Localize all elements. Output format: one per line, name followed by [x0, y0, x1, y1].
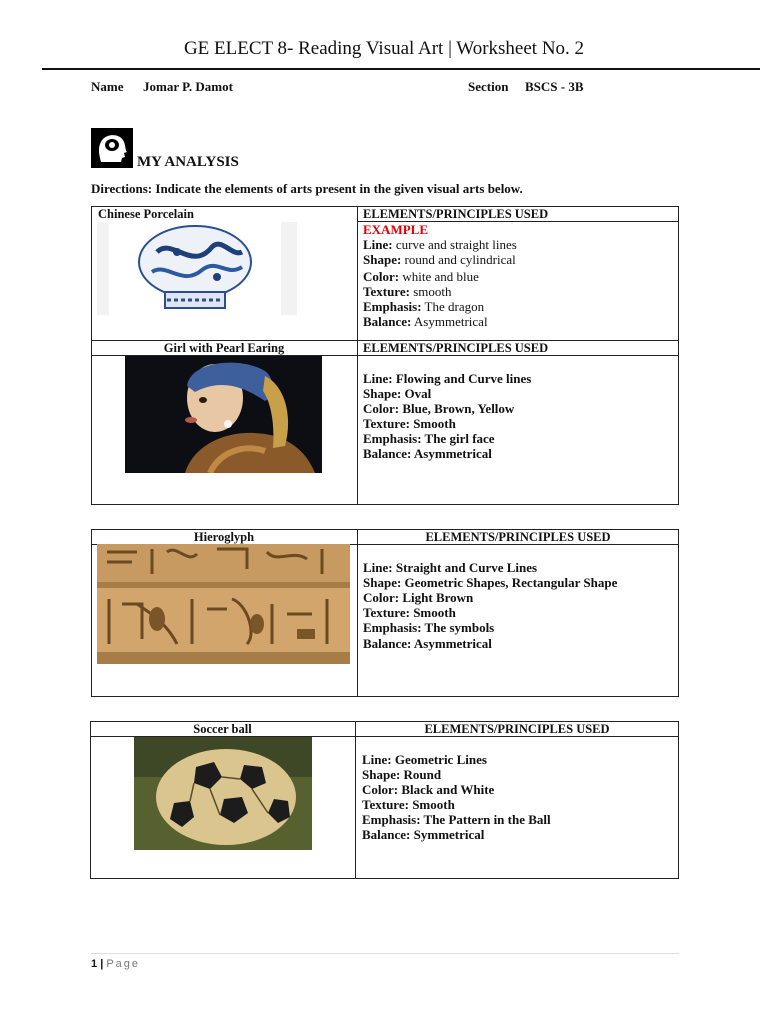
directions: Directions: Indicate the elements of arts present in the given visual arts below.: [91, 181, 523, 196]
element-line: Line: Geometric Lines: [362, 752, 487, 767]
page-number: 1: [91, 958, 98, 970]
elements-list-girl: [363, 371, 531, 461]
element-line: Line: Straight and Curve Lines: [363, 560, 538, 575]
table-divider: [355, 721, 356, 879]
section-label: Section: [468, 79, 509, 94]
element-color: Color: Black and White: [362, 782, 495, 797]
name-value: Jomar P. Damot: [143, 79, 233, 94]
element-color: Color: Blue, Brown, Yellow: [363, 401, 515, 416]
element-texture: Texture: Smooth: [363, 605, 456, 620]
element-emphasis: Emphasis: The Pattern in the Ball: [362, 812, 551, 827]
element-color: Color: white and blue: [363, 269, 479, 284]
elements-list-hieroglyph: [363, 560, 617, 651]
analysis-title: MY ANALYSIS: [137, 154, 239, 170]
table-divider: [357, 529, 358, 697]
element-texture: Texture: smooth: [363, 284, 452, 299]
elements-header: ELEMENTS/PRINCIPLES USED: [363, 341, 549, 355]
element-balance: Balance: Asymmetrical: [363, 636, 492, 651]
element-balance: Balance: Asymmetrical: [363, 446, 492, 461]
girl-pearl-earing-image: [125, 356, 322, 473]
element-emphasis: Emphasis: The symbols: [363, 620, 495, 635]
element-shape: Shape: Geometric Shapes, Rectangular Shape: [363, 575, 618, 590]
artwork-title: Soccer ball: [193, 722, 252, 736]
artwork-title: Girl with Pearl Earing: [163, 341, 285, 355]
elements-list-soccer: [362, 752, 551, 842]
elements-header: ELEMENTS/PRINCIPLES USED: [363, 207, 549, 221]
section-value: BSCS - 3B: [525, 79, 584, 94]
element-texture: Texture: Smooth: [363, 416, 456, 431]
table-divider: [357, 340, 358, 505]
element-emphasis: Emphasis: The girl face: [363, 431, 495, 446]
elements-list-porcelain: [363, 222, 517, 329]
element-line: Line: curve and straight lines: [363, 237, 517, 252]
document-title: GE ELECT 8- Reading Visual Art | Worksheet No. 2: [183, 38, 585, 59]
element-balance: Balance: Asymmetrical: [363, 314, 488, 329]
artwork-title: Chinese Porcelain: [98, 207, 194, 221]
element-balance: Balance: Symmetrical: [362, 827, 485, 842]
soccer-ball-image: [134, 737, 312, 850]
example-label: EXAMPLE: [363, 222, 428, 237]
element-shape: Shape: round and cylindrical: [363, 252, 516, 267]
artwork-title: Hieroglyph: [193, 530, 255, 544]
footer-separator: |: [100, 958, 104, 970]
porcelain-image: [97, 222, 297, 315]
table-divider: [357, 206, 358, 341]
footer-divider: [91, 953, 679, 954]
element-color: Color: Light Brown: [363, 590, 474, 605]
element-texture: Texture: Smooth: [362, 797, 455, 812]
element-line: Line: Flowing and Curve lines: [363, 371, 532, 386]
element-shape: Shape: Oval: [363, 386, 432, 401]
element-shape: Shape: Round: [362, 767, 442, 782]
element-emphasis: Emphasis: The dragon: [363, 299, 485, 314]
header-divider: [42, 68, 760, 70]
elements-header: ELEMENTS/PRINCIPLES USED: [425, 530, 611, 544]
page-footer: [91, 958, 140, 970]
hieroglyph-image: [97, 544, 350, 664]
elements-header: ELEMENTS/PRINCIPLES USED: [424, 722, 610, 736]
head-icon: [91, 128, 133, 168]
name-label: Name: [91, 79, 124, 94]
page-label: Page: [106, 958, 141, 970]
